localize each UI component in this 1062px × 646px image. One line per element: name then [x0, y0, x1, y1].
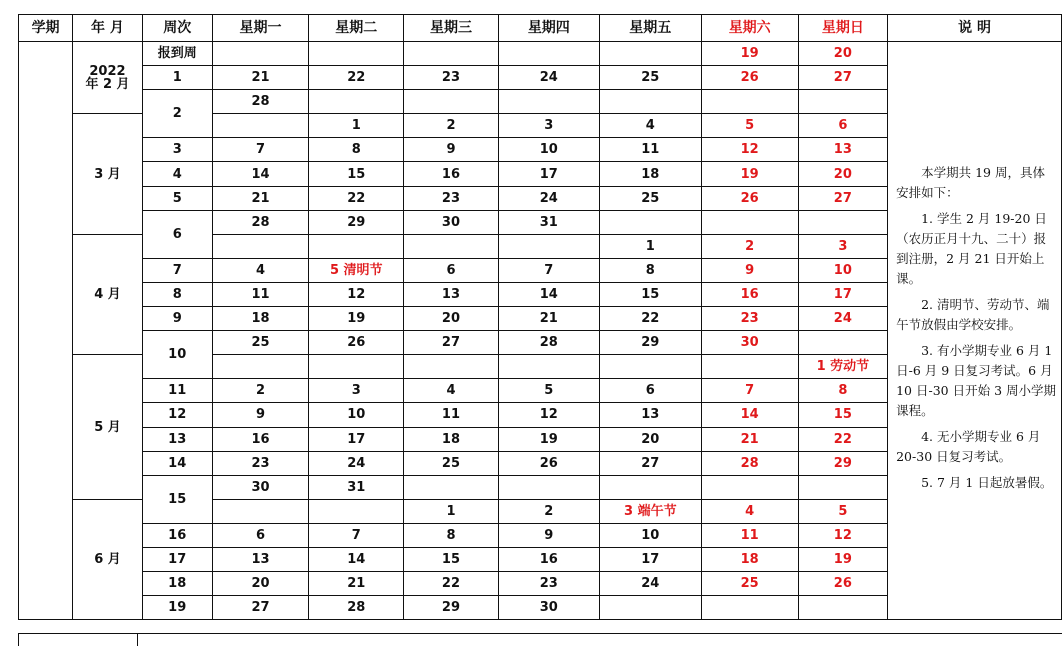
day-cell-fri: 13 — [599, 403, 701, 427]
day-cell-wed: 30 — [404, 210, 499, 234]
week-number: 4 — [142, 162, 212, 186]
day-cell-tue: 24 — [309, 451, 404, 475]
note-paragraph: 4. 无小学期专业 6 月 20-30 日复习考试。 — [896, 428, 1045, 464]
week-number: 17 — [142, 547, 212, 571]
day-cell-sun: 20 — [798, 162, 888, 186]
header-year-month: 年 月 — [73, 15, 143, 42]
week-number: 8 — [142, 282, 212, 306]
day-cell-wed: 20 — [404, 307, 499, 331]
day-cell-wed: 23 — [404, 66, 499, 90]
day-cell-wed: 27 — [404, 331, 499, 355]
day-cell-tue: 19 — [309, 307, 404, 331]
day-cell-tue: 21 — [309, 572, 404, 596]
header-tuesday: 星期二 — [309, 15, 404, 42]
day-cell-thu: 17 — [498, 162, 599, 186]
day-cell-tue: 29 — [309, 210, 404, 234]
day-cell-sun — [798, 475, 888, 499]
week-number: 9 — [142, 307, 212, 331]
day-cell-sat: 14 — [701, 403, 798, 427]
day-cell-tue: 22 — [309, 186, 404, 210]
day-cell-mon: 21 — [212, 186, 309, 210]
day-cell-tue: 28 — [309, 596, 404, 620]
day-cell-thu: 14 — [498, 282, 599, 306]
day-cell-thu: 26 — [498, 451, 599, 475]
header-wednesday: 星期三 — [404, 15, 499, 42]
day-cell-mon: 27 — [212, 596, 309, 620]
day-cell-sun: 19 — [798, 547, 888, 571]
day-cell-wed: 15 — [404, 547, 499, 571]
day-cell-mon: 11 — [212, 282, 309, 306]
day-cell-thu: 30 — [498, 596, 599, 620]
day-cell-fri: 27 — [599, 451, 701, 475]
week-number: 18 — [142, 572, 212, 596]
day-cell-thu: 12 — [498, 403, 599, 427]
day-cell-mon: 2 — [212, 379, 309, 403]
day-cell-tue: 17 — [309, 427, 404, 451]
day-cell-fri — [599, 42, 701, 66]
day-cell-thu: 24 — [498, 66, 599, 90]
day-cell-mon — [212, 499, 309, 523]
day-cell-fri: 1 — [599, 234, 701, 258]
note-paragraph: 1. 学生 2 月 19-20 日（农历正月十九、二十）报到注册，2 月 21 日开始上课。 — [896, 210, 1047, 286]
day-cell-fri: 3 端午节 — [599, 499, 701, 523]
day-cell-thu: 23 — [498, 572, 599, 596]
day-cell-tue: 3 — [309, 379, 404, 403]
week-row — [19, 42, 1062, 66]
day-cell-fri — [599, 210, 701, 234]
day-cell-wed: 23 — [404, 186, 499, 210]
day-cell-fri: 25 — [599, 186, 701, 210]
day-cell-thu: 21 — [498, 307, 599, 331]
week-number: 12 — [142, 403, 212, 427]
day-cell-sat: 19 — [701, 162, 798, 186]
day-cell-sun: 10 — [798, 258, 888, 282]
day-cell-mon — [212, 114, 309, 138]
day-cell-sun: 3 — [798, 234, 888, 258]
day-cell-sun: 5 — [798, 499, 888, 523]
week-number: 15 — [142, 475, 212, 523]
day-cell-mon: 6 — [212, 523, 309, 547]
day-cell-sat — [701, 596, 798, 620]
day-cell-tue: 22 — [309, 66, 404, 90]
day-cell-wed: 13 — [404, 282, 499, 306]
day-cell-wed: 22 — [404, 572, 499, 596]
week-number: 报到周 — [142, 42, 212, 66]
header-sunday: 星期日 — [798, 15, 888, 42]
semester-cell — [19, 42, 73, 620]
day-cell-sun: 29 — [798, 451, 888, 475]
day-cell-sun: 8 — [798, 379, 888, 403]
week-number: 19 — [142, 596, 212, 620]
day-cell-tue — [309, 499, 404, 523]
day-cell-thu: 24 — [498, 186, 599, 210]
day-cell-fri: 25 — [599, 66, 701, 90]
day-cell-thu: 2 — [498, 499, 599, 523]
day-cell-sun: 12 — [798, 523, 888, 547]
header-saturday: 星期六 — [701, 15, 798, 42]
day-cell-sun: 22 — [798, 427, 888, 451]
day-cell-sun: 24 — [798, 307, 888, 331]
day-cell-wed — [404, 90, 499, 114]
day-cell-fri: 6 — [599, 379, 701, 403]
day-cell-tue: 12 — [309, 282, 404, 306]
day-cell-sat — [701, 210, 798, 234]
day-cell-wed: 16 — [404, 162, 499, 186]
day-cell-wed: 4 — [404, 379, 499, 403]
note-paragraph: 2. 清明节、劳动节、端午节放假由学校安排。 — [896, 296, 1050, 332]
day-cell-sat: 19 — [701, 42, 798, 66]
day-cell-fri: 17 — [599, 547, 701, 571]
week-number: 7 — [142, 258, 212, 282]
day-cell-sat: 16 — [701, 282, 798, 306]
day-cell-tue — [309, 42, 404, 66]
day-cell-thu: 3 — [498, 114, 599, 138]
day-cell-fri — [599, 90, 701, 114]
day-cell-thu: 10 — [498, 138, 599, 162]
day-cell-thu — [498, 90, 599, 114]
day-cell-tue: 26 — [309, 331, 404, 355]
day-cell-mon: 18 — [212, 307, 309, 331]
day-cell-sat: 23 — [701, 307, 798, 331]
day-cell-thu — [498, 234, 599, 258]
day-cell-fri: 29 — [599, 331, 701, 355]
day-cell-mon: 25 — [212, 331, 309, 355]
day-cell-mon: 14 — [212, 162, 309, 186]
day-cell-fri: 4 — [599, 114, 701, 138]
day-cell-sun: 6 — [798, 114, 888, 138]
day-cell-fri — [599, 355, 701, 379]
day-cell-sat: 9 — [701, 258, 798, 282]
note-paragraph: 5. 7 月 1 日起放暑假。 — [921, 474, 1053, 490]
next-table-edge — [18, 633, 1062, 646]
day-cell-tue — [309, 355, 404, 379]
month-label: 5 月 — [73, 355, 143, 500]
day-cell-sun: 17 — [798, 282, 888, 306]
day-cell-thu: 19 — [498, 427, 599, 451]
day-cell-thu — [498, 42, 599, 66]
day-cell-wed — [404, 355, 499, 379]
note-paragraph: 本学期共 19 周，具体安排如下： — [896, 164, 1045, 200]
day-cell-sun: 15 — [798, 403, 888, 427]
day-cell-sat: 11 — [701, 523, 798, 547]
day-cell-sat: 4 — [701, 499, 798, 523]
day-cell-fri: 11 — [599, 138, 701, 162]
day-cell-thu: 5 — [498, 379, 599, 403]
day-cell-fri: 24 — [599, 572, 701, 596]
week-number: 3 — [142, 138, 212, 162]
day-cell-mon: 20 — [212, 572, 309, 596]
month-label: 4 月 — [73, 234, 143, 354]
header-notes: 说 明 — [888, 15, 1062, 42]
note-paragraph: 3. 有小学期专业 6 月 1 日-6 月 9 日复习考试。6 月 10 日-30 日开始 3 周小学期课程。 — [896, 342, 1057, 418]
day-cell-tue: 10 — [309, 403, 404, 427]
day-cell-tue — [309, 90, 404, 114]
day-cell-mon: 13 — [212, 547, 309, 571]
day-cell-sat — [701, 475, 798, 499]
day-cell-wed: 6 — [404, 258, 499, 282]
day-cell-wed: 8 — [404, 523, 499, 547]
day-cell-sat — [701, 90, 798, 114]
day-cell-tue: 7 — [309, 523, 404, 547]
week-number: 16 — [142, 523, 212, 547]
month-label: 3 月 — [73, 114, 143, 234]
calendar-body — [19, 42, 1062, 620]
day-cell-fri: 22 — [599, 307, 701, 331]
day-cell-sat: 26 — [701, 186, 798, 210]
day-cell-sat: 18 — [701, 547, 798, 571]
school-calendar-table — [18, 14, 1062, 620]
day-cell-mon: 9 — [212, 403, 309, 427]
day-cell-mon — [212, 42, 309, 66]
day-cell-fri — [599, 596, 701, 620]
day-cell-mon: 4 — [212, 258, 309, 282]
day-cell-thu — [498, 475, 599, 499]
day-cell-sun — [798, 331, 888, 355]
day-cell-sun: 13 — [798, 138, 888, 162]
day-cell-thu: 28 — [498, 331, 599, 355]
day-cell-thu: 9 — [498, 523, 599, 547]
day-cell-thu: 16 — [498, 547, 599, 571]
day-cell-sat: 30 — [701, 331, 798, 355]
day-cell-tue: 15 — [309, 162, 404, 186]
notes-cell — [888, 42, 1062, 620]
day-cell-sun: 27 — [798, 66, 888, 90]
month-label: 2022 年 2 月 — [73, 42, 143, 114]
day-cell-sun: 20 — [798, 42, 888, 66]
day-cell-wed: 2 — [404, 114, 499, 138]
day-cell-tue — [309, 234, 404, 258]
day-cell-wed: 29 — [404, 596, 499, 620]
day-cell-tue: 8 — [309, 138, 404, 162]
day-cell-sun: 27 — [798, 186, 888, 210]
day-cell-sun — [798, 596, 888, 620]
day-cell-mon: 7 — [212, 138, 309, 162]
day-cell-thu: 7 — [498, 258, 599, 282]
day-cell-sat: 21 — [701, 427, 798, 451]
week-number: 10 — [142, 331, 212, 379]
day-cell-tue: 14 — [309, 547, 404, 571]
day-cell-sat: 25 — [701, 572, 798, 596]
day-cell-wed: 25 — [404, 451, 499, 475]
header-monday: 星期一 — [212, 15, 309, 42]
week-number: 14 — [142, 451, 212, 475]
day-cell-sun — [798, 90, 888, 114]
day-cell-tue: 31 — [309, 475, 404, 499]
day-cell-fri: 8 — [599, 258, 701, 282]
day-cell-sun: 26 — [798, 572, 888, 596]
day-cell-sun — [798, 210, 888, 234]
day-cell-mon: 23 — [212, 451, 309, 475]
week-number: 1 — [142, 66, 212, 90]
day-cell-fri — [599, 475, 701, 499]
day-cell-tue: 5 清明节 — [309, 258, 404, 282]
header-week: 周次 — [142, 15, 212, 42]
day-cell-sat: 2 — [701, 234, 798, 258]
week-number: 13 — [142, 427, 212, 451]
day-cell-wed: 1 — [404, 499, 499, 523]
day-cell-fri: 18 — [599, 162, 701, 186]
month-label: 6 月 — [73, 499, 143, 619]
day-cell-mon: 28 — [212, 90, 309, 114]
day-cell-fri: 10 — [599, 523, 701, 547]
day-cell-wed: 11 — [404, 403, 499, 427]
day-cell-tue: 1 — [309, 114, 404, 138]
day-cell-sat: 28 — [701, 451, 798, 475]
day-cell-mon: 28 — [212, 210, 309, 234]
header-thursday: 星期四 — [498, 15, 599, 42]
day-cell-wed — [404, 234, 499, 258]
day-cell-mon: 16 — [212, 427, 309, 451]
day-cell-wed — [404, 42, 499, 66]
header-row — [19, 15, 1062, 42]
day-cell-wed: 18 — [404, 427, 499, 451]
day-cell-wed: 9 — [404, 138, 499, 162]
week-number: 6 — [142, 210, 212, 258]
day-cell-fri: 20 — [599, 427, 701, 451]
day-cell-mon: 30 — [212, 475, 309, 499]
day-cell-sat: 5 — [701, 114, 798, 138]
day-cell-sun: 1 劳动节 — [798, 355, 888, 379]
day-cell-sat — [701, 355, 798, 379]
day-cell-thu: 31 — [498, 210, 599, 234]
day-cell-mon: 21 — [212, 66, 309, 90]
day-cell-fri: 15 — [599, 282, 701, 306]
day-cell-thu — [498, 355, 599, 379]
week-number: 5 — [142, 186, 212, 210]
week-number: 2 — [142, 90, 212, 138]
day-cell-mon — [212, 234, 309, 258]
header-semester: 学期 — [19, 15, 73, 42]
day-cell-mon — [212, 355, 309, 379]
day-cell-sat: 7 — [701, 379, 798, 403]
week-number: 11 — [142, 379, 212, 403]
day-cell-wed — [404, 475, 499, 499]
header-friday: 星期五 — [599, 15, 701, 42]
day-cell-sat: 26 — [701, 66, 798, 90]
day-cell-sat: 12 — [701, 138, 798, 162]
